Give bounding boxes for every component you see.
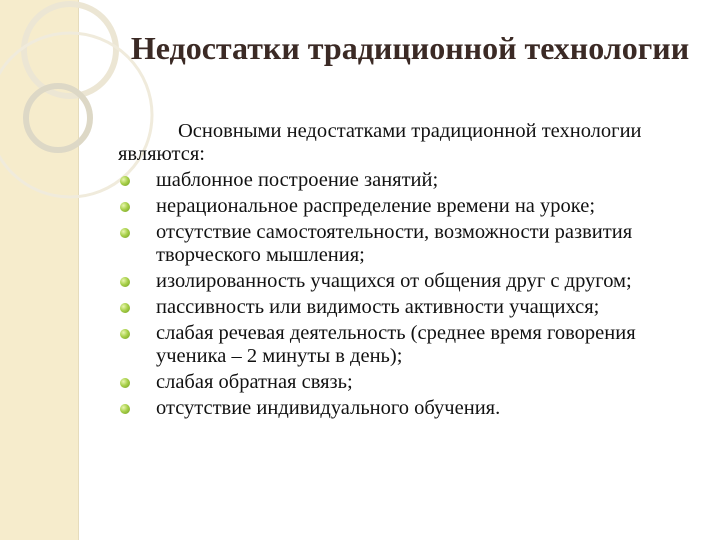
list-item [118,169,698,192]
bullet-icon [120,202,130,212]
bullet-icon [120,378,130,388]
list-item-text: отсутствие самостоятельности, возможности развития творческого мышления; [156,221,633,266]
list-item [118,322,698,368]
list-item [118,371,698,394]
slide-title: Недостатки традиционной технологии [130,30,690,66]
intro-text: Основными недостатками традиционной технологии являются: [118,120,642,165]
slide-content [118,120,698,420]
bullet-icon [120,329,130,339]
bullet-icon [120,303,130,313]
bullet-icon [120,277,130,287]
bullet-icon [120,404,130,414]
bullet-icon [120,228,130,238]
list-item-text: слабая речевая деятельность (среднее время говорения ученика – 2 минуты в день); [156,322,636,367]
sidebar-panel [0,0,79,540]
bullet-icon [120,176,130,186]
list-item [118,296,698,319]
list-item-text: нерациональное распределение времени на уроке; [156,195,596,217]
list-item [118,221,698,267]
list-item [118,195,698,218]
list-item-text: отсутствие индивидуального обучения. [156,397,501,419]
list-item-text: пассивность или видимость активности учащихся; [156,296,600,318]
list-item [118,397,698,420]
list-item-text: слабая обратная связь; [156,371,353,393]
bullet-list [118,169,698,420]
list-item-text: изолированность учащихся от общения друг с другом; [156,270,632,292]
list-item-text: шаблонное построение занятий; [156,169,439,191]
list-item [118,270,698,293]
